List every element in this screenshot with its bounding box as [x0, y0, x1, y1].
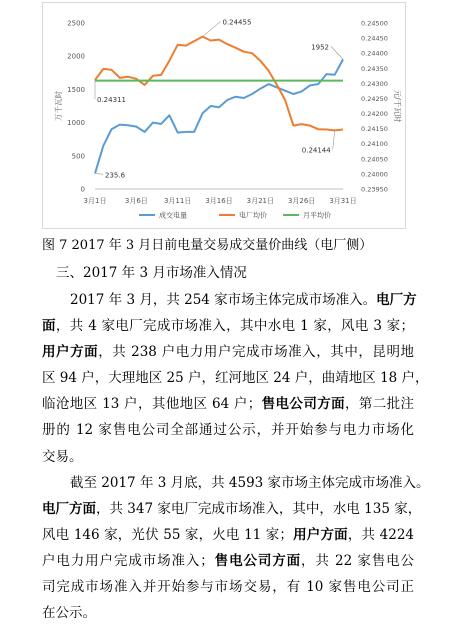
text-segment: ，共 238 户电力用户完成市场准入，其中，昆明地: [98, 344, 414, 361]
label-min-price-leader: [333, 130, 335, 149]
y-left-tick-label: 1500: [67, 85, 85, 94]
y-right-tick-label: 0.24300: [361, 79, 388, 88]
y-right-tick-label: 0.24350: [361, 64, 388, 73]
text-segment: 2017 年 3 月，共 254 家市场主体完成市场准入。: [70, 292, 377, 308]
y-right-tick-label: 0.24400: [361, 49, 388, 58]
text-segment: 户电力用户完成市场准入；: [42, 553, 214, 570]
text-line: [42, 574, 414, 600]
y-right-tick-label: 0.24450: [361, 34, 388, 43]
y-left-tick-label: 2000: [67, 52, 85, 61]
series-line-0: [95, 59, 343, 173]
y-left-tick-label: 2500: [67, 19, 85, 28]
text-line: [42, 391, 414, 417]
figure-caption: 图 7 2017 年 3 月日前电量交易成交量价曲线（电厂侧）: [42, 238, 373, 253]
y-right-tick-label: 0.24100: [361, 140, 388, 149]
x-tick-label: 3月31日: [329, 197, 357, 205]
text-line: [42, 496, 422, 522]
y-left-tick-label: 500: [71, 152, 85, 161]
text-segment: ，共 4 家电厂完成市场准入，其中水电 1 家，风电 3 家；: [55, 318, 415, 335]
bold-phrase: 电厂方: [376, 292, 417, 308]
bold-phrase: 用户方面: [292, 527, 348, 544]
chart-canvas: [43, 3, 407, 230]
text-line: [42, 548, 414, 574]
legend-label-2: 月平均价: [303, 211, 331, 220]
x-tick-label: 3月6日: [124, 197, 148, 205]
y-right-axis-title: 元/千瓦时: [393, 89, 402, 123]
text-segment: 截至 2017 年 3 月底，共 4593 家市场主体完成市场准入。: [70, 475, 430, 491]
legend-label-0: 成交电量: [159, 211, 187, 220]
section-heading: 三、2017 年 3 月市场准入情况: [56, 265, 247, 281]
y-left-tick-label: 1000: [67, 119, 85, 128]
text-segment: ，第二批注: [344, 396, 415, 413]
bold-phrase: 售电公司方面: [261, 396, 345, 413]
y-right-tick-label: 0.24050: [361, 155, 388, 164]
text-segment: ，共 347 家电厂完成市场准入，其中，水电 135 家，: [96, 501, 422, 518]
bold-phrase: 用户方面: [42, 344, 99, 361]
text-line: [42, 287, 417, 313]
y-right-tick-label: 0.24150: [361, 125, 388, 134]
text-segment: 临沧地区 13 户，其他地区 64 户；: [42, 396, 262, 413]
text-line: [42, 600, 414, 626]
text-line: [42, 313, 414, 339]
label-min-price: 0.24144: [301, 146, 331, 155]
text-line: [42, 522, 414, 548]
text-line: [42, 470, 430, 496]
bold-phrase: 电厂方面: [42, 501, 96, 518]
paragraph-march-access: [42, 287, 429, 470]
text-line: [42, 339, 414, 365]
text-line: [42, 365, 429, 391]
y-right-tick-label: 0.24000: [361, 170, 388, 179]
text-segment: 风电 146 家，光伏 55 家，火电 11 家；: [42, 527, 293, 544]
bold-phrase: 售电公司方面: [213, 553, 302, 570]
y-right-tick-label: 0.24200: [361, 110, 388, 119]
text-segment: ，共 4224: [347, 527, 415, 544]
label-max-price: 0.24455: [222, 18, 252, 27]
legend-label-1: 电厂均价: [239, 211, 267, 220]
text-segment: 区 94 户，大理地区 25 户，红河地区 24 户，曲靖地区 18 户，: [42, 370, 429, 387]
y-right-tick-label: 0.24250: [361, 94, 388, 103]
text-line: [42, 417, 414, 443]
text-segment: 在公示。: [42, 605, 96, 622]
label-max-volume-leader: [331, 46, 343, 59]
y-right-tick-label: 0.24500: [361, 19, 388, 28]
y-left-tick-label: 0: [80, 185, 85, 194]
x-tick-label: 3月1日: [83, 197, 107, 205]
x-tick-label: 3月21日: [246, 197, 275, 205]
text-segment: 交易。: [42, 448, 83, 465]
paragraph-cumulative-access: [42, 470, 430, 627]
x-tick-label: 3月11日: [163, 197, 192, 205]
text-segment: ，共 22 家售电公: [301, 553, 415, 570]
text-segment: 册的 12 家售电公司全部通过公示，并开始参与电力市场化: [42, 422, 414, 439]
label-min-volume: 235.6: [105, 171, 126, 180]
x-tick-label: 3月26日: [287, 197, 316, 205]
label-start-price: 0.24311: [97, 96, 126, 105]
label-min-volume-leader: [95, 173, 103, 174]
label-max-price-leader: [202, 22, 220, 37]
text-line: [42, 444, 414, 470]
y-right-tick-label: 0.23950: [361, 185, 388, 194]
bold-phrase: 面: [42, 318, 56, 335]
y-left-axis-title: 万千瓦时: [54, 91, 63, 121]
series-line-1: [95, 37, 343, 131]
text-segment: 司完成市场准入并开始参与市场交易，有 10 家售电公司正: [42, 579, 414, 596]
x-tick-label: 3月16日: [205, 197, 233, 205]
label-max-volume: 1952: [311, 43, 329, 52]
price-volume-chart: [42, 2, 406, 229]
